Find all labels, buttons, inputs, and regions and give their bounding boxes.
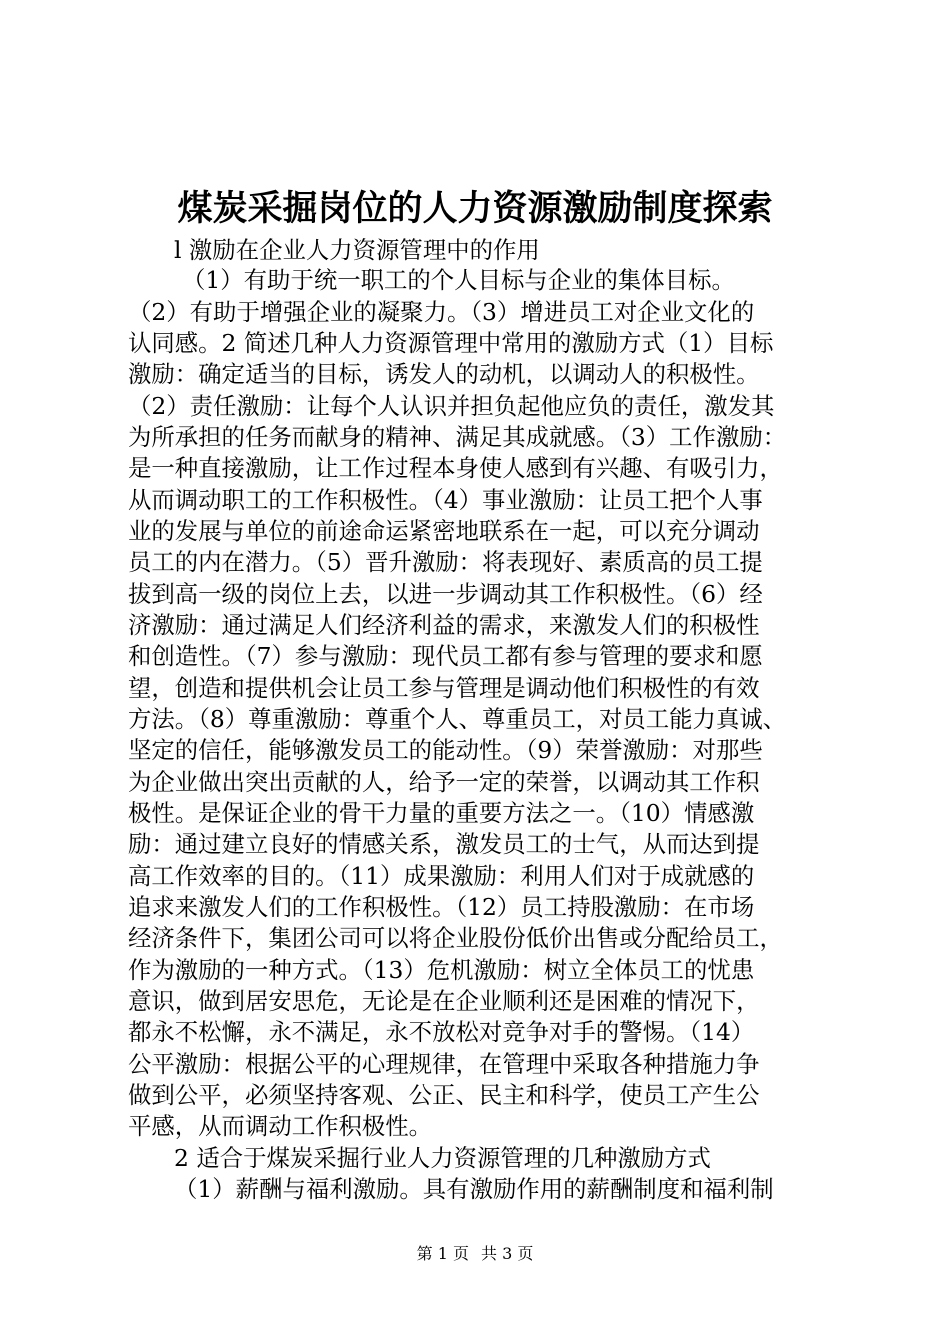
body-line: 拔到高一级的岗位上去，以进一步调动其工作积极性。（6）经 [128, 580, 763, 608]
body-line: 是一种直接激励，让工作过程本身使人感到有兴趣、有吸引力， [128, 454, 783, 482]
section-heading-2: 2 适合于煤炭采掘行业人力资源管理的几种激励方式 [174, 1144, 711, 1172]
section-heading-1: l 激励在企业人力资源管理中的作用 [174, 236, 540, 264]
body-line: （2）责任激励：让每个人认识并担负起他应负的责任，激发其 [128, 392, 775, 420]
document-title: 煤炭采掘岗位的人力资源激励制度探索 [177, 188, 773, 229]
body-line: 作为激励的一种方式。（13）危机激励：树立全体员工的忧患 [128, 956, 755, 984]
body-line: 高工作效率的目的。（11）成果激励：利用人们对于成就感的 [128, 862, 755, 890]
body-line: 追求来激发人们的工作积极性。（12）员工持股激励：在市场 [128, 893, 755, 921]
body-line: 方法。（8）尊重激励：尊重个人、尊重员工，对员工能力真诚、 [128, 705, 787, 733]
body-line: 平感，从而调动工作积极性。 [128, 1112, 433, 1140]
body-line: 经济条件下，集团公司可以将企业股份低价出售或分配给员工， [128, 924, 783, 952]
page-total: 共 3 页 [481, 1244, 534, 1263]
body-line: 坚定的信任，能够激发员工的能动性。（9）荣誉激励：对那些 [128, 736, 763, 764]
body-line: 公平激励：根据公平的心理规律，在管理中采取各种措施力争 [128, 1050, 760, 1078]
body-line: 意识，做到居安思危，无论是在企业顺利还是困难的情况下， [128, 987, 760, 1015]
body-line: 为所承担的任务而献身的精神、满足其成就感。（3）工作激励： [128, 423, 787, 451]
body-line: 都永不松懈，永不满足，永不放松对竞争对手的警惕。（14） [128, 1018, 755, 1046]
body-line: 从而调动职工的工作积极性。（4）事业激励：让员工把个人事 [128, 486, 763, 514]
body-line: 济激励：通过满足人们经济利益的需求，来激发人们的积极性 [128, 611, 760, 639]
body-line: 望，创造和提供机会让员工参与管理是调动他们积极性的有效 [128, 674, 760, 702]
body-line: 极性。是保证企业的骨干力量的重要方法之一。（10）情感激 [128, 799, 755, 827]
page-number: 第 1 页 [416, 1244, 469, 1263]
body-line: 激励：确定适当的目标，诱发人的动机，以调动人的积极性。 [128, 360, 760, 388]
page-footer [0, 1244, 950, 1264]
body-line: 为企业做出突出贡献的人，给予一定的荣誉，以调动其工作积 [128, 768, 760, 796]
body-line: （1）有助于统一职工的个人目标与企业的集体目标。 [182, 266, 735, 294]
body-line: 励：通过建立良好的情感关系，激发员工的士气，从而达到提 [128, 830, 760, 858]
body-line: （1）薪酬与福利激励。具有激励作用的薪酬制度和福利制 [174, 1175, 774, 1203]
body-line: 员工的内在潜力。（5）晋升激励：将表现好、素质高的员工提 [128, 548, 763, 576]
body-line: 和创造性。（7）参与激励：现代员工都有参与管理的要求和愿 [128, 642, 763, 670]
body-line: （2）有助于增强企业的凝聚力。（3）增进员工对企业文化的 [128, 298, 755, 326]
body-line: 业的发展与单位的前途命运紧密地联系在一起，可以充分调动 [128, 517, 760, 545]
body-line: 认同感。2 简述几种人力资源管理中常用的激励方式（1）目标 [128, 329, 774, 357]
body-line: 做到公平，必须坚持客观、公正、民主和科学，使员工产生公 [128, 1081, 760, 1109]
